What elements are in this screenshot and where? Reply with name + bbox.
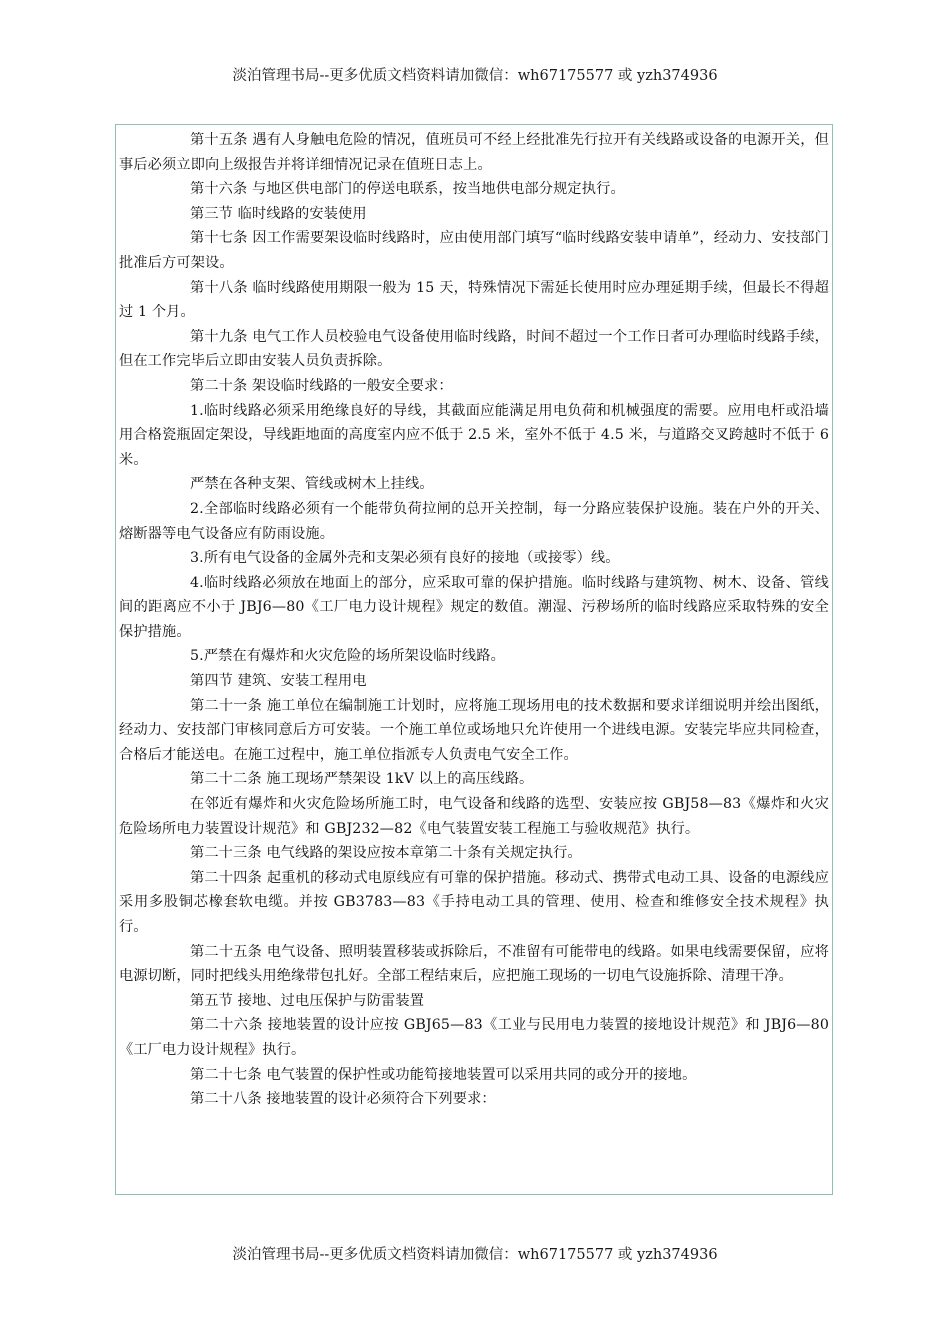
paragraph: 严禁在各种支架、管线或树木上挂线。 [190,476,434,493]
paragraph: 第二十七条 电气装置的保护性或功能笱接地装置可以采用共同的或分开的接地。 [190,1066,697,1083]
paragraph: 第二十五条 电气设备、照明装置移装或拆除后，不准留有可能带电的线路。如果电线需要保留，应将电源切断，同时把线头用绝缘带包扎好。全部工程结束后，应把施工现场的一切电气设施拆除、清理干净。 [119,943,829,985]
section-heading: 第三节 临时线路的安装使用 [190,205,367,222]
paragraph: 第十六条 与地区供电部门的停送电联系，按当地供电部分规定执行。 [190,181,625,198]
list-item: 4.临时线路必须放在地面上的部分，应采取可靠的保护措施。临时线路与建筑物、树木、设备、管线间的距离应不小于 JBJ6—80《工厂电力设计规程》规定的数值。潮湿、污秽场所的临时线路应采取特殊的安全保护措施。 [119,574,829,640]
paragraph: 第十九条 电气工作人员校验电气设备使用临时线路，时间不超过一个工作日者可办理临时线路手续，但在工作完毕后立即由安装人员负责拆除。 [119,328,829,370]
content-box [115,124,833,1195]
paragraph: 第十五条 遇有人身触电危险的情况，值班员可不经上经批准先行拉开有关线路或设备的电源开关，但事后必须立即向上级报告并将详细情况记录在值班日志上。 [119,132,829,173]
paragraph: 第二十二条 施工现场严禁架设 1kV 以上的高压线路。 [190,771,534,788]
paragraph: 第二十三条 电气线路的架设应按本章第二十条有关规定执行。 [190,845,582,862]
paragraph: 第二十八条 接地装置的设计必须符合下列要求： [190,1091,496,1108]
page-header: 淡泊管理书局--更多优质文档资料请加微信：wh67175577 或 yzh374936 [232,68,718,84]
paragraph: 第十七条 因工作需要架设临时线路时，应由使用部门填写“临时线路安装申请单”，经动力、安技部门批准后方可架设。 [119,230,829,271]
paragraph: 第二十一条 施工单位在编制施工计划时，应将施工现场用电的技术数据和要求详细说明并绘出图纸，经动力、安技部门审核同意后方可安装。一个施工单位或场地只允许使用一个进线电源。安装完毕应共同检查，合格后才能送电。在施工过程中，施工单位指派专人负责电气安全工作。 [119,697,829,763]
paragraph: 在邻近有爆炸和火灾危险场所施工时，电气设备和线路的选型、安装应按 GBJ58—83《爆炸和火灾危险场所电力装置设计规范》和 GBJ232—82《电气装置安装工程施工与验收规范》执行。 [119,796,829,837]
list-item: 3.所有电气设备的金属外壳和支架必须有良好的接地（或接零）线。 [190,550,620,567]
page-footer: 淡泊管理书局--更多优质文档资料请加微信：wh67175577 或 yzh374936 [232,1247,718,1263]
section-heading: 第五节 接地、过电压保护与防雷装置 [190,992,425,1009]
section-heading: 第四节 建筑、安装工程用电 [190,673,367,690]
list-item: 5.严禁在有爆炸和火灾危险的场所架设临时线路。 [190,648,505,665]
paragraph: 第二十条 架设临时线路的一般安全要求： [190,377,453,394]
paragraph: 第二十六条 接地装置的设计应按 GBJ65—83《工业与民用电力装置的接地设计规范》和 JBJ6—80《工厂电力设计规程》执行。 [119,1017,829,1058]
list-item: 1.临时线路必须采用绝缘良好的导线，其截面应能满足用电负荷和机械强度的需要。应用电杆或沿墙用合格瓷瓶固定架设，导线距地面的高度室内应不低于 2.5 米，室外不低于 4.5 米，与道路交叉跨越时不低于 6 米。 [119,402,829,468]
list-item: 2.全部临时线路必须有一个能带负荷拉闸的总开关控制，每一分路应装保护设施。装在户外的开关、熔断器等电气设备应有防雨设施。 [119,500,829,542]
paragraph: 第十八条 临时线路使用期限一般为 15 天，特殊情况下需延长使用时应办理延期手续，但最长不得超过 1 个月。 [119,279,829,321]
paragraph: 第二十四条 起重机的移动式电原线应有可靠的保护措施。移动式、携带式电动工具、设备的电源线应采用多股铜芯橡套软电缆。并按 GB3783—83《手持电动工具的管理、使用、检查和维修安全技术规程》执行。 [119,869,829,935]
